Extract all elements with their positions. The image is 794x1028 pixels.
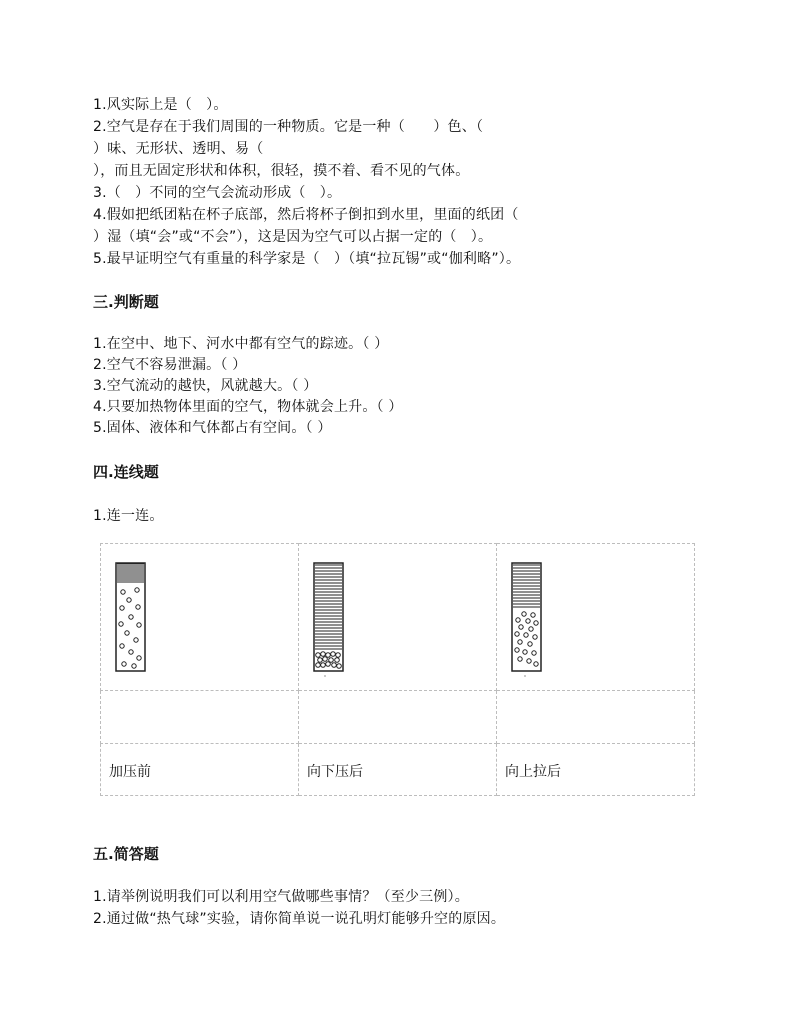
- fill-question-1: 1.风实际上是（ ）。: [93, 97, 228, 113]
- tube-cell-pulled: [497, 544, 695, 691]
- label-before: 加压前: [109, 764, 151, 780]
- judgment-item-5: 5.固体、液体和气体都占有空间。（ ）: [93, 420, 332, 436]
- blank-cell-2: [299, 691, 497, 744]
- syringe-pulled-figure: [511, 562, 551, 680]
- fill-question-3: 3.（ ）不同的空气会流动形成（ ）。: [93, 185, 342, 201]
- syringe-pressed-figure: [313, 562, 353, 680]
- label-cell-pressed: [299, 744, 497, 796]
- fill-question-4-line-2: ）湿（填“会”或“不会”），这是因为空气可以占据一定的（ ）。: [93, 229, 493, 245]
- syringe-before-figure: [115, 562, 155, 674]
- label-cell-pulled: [497, 744, 695, 796]
- short-answer-2: 2.通过做“热气球”实验，请你简单说一说孔明灯能够升空的原因。: [93, 911, 506, 927]
- judgment-item-1: 1.在空中、地下、河水中都有空气的踪迹。（ ）: [93, 336, 389, 352]
- fill-question-4-line-1: 4.假如把纸团粘在杯子底部，然后将杯子倒扣到水里，里面的纸团（: [93, 207, 519, 223]
- label-pressed: 向下压后: [307, 764, 363, 780]
- fill-question-2-line-1: 2.空气是存在于我们周围的一种物质。它是一种（ ）色、（: [93, 119, 484, 135]
- tube-cell-before: [101, 544, 299, 691]
- fill-question-5: 5.最早证明空气有重量的科学家是（ ）（填“拉瓦锡”或“伽利略”）。: [93, 251, 521, 267]
- section-title-short-answer: 五.简答题: [93, 845, 159, 863]
- label-cell-before: [101, 744, 299, 796]
- matching-table: [100, 543, 695, 796]
- judgment-item-3: 3.空气流动的越快，风就越大。（ ）: [93, 378, 318, 394]
- fill-question-2-line-3: ），而且无固定形状和体积，很轻，摸不着、看不见的气体。: [93, 163, 470, 179]
- judgment-item-4: 4.只要加热物体里面的空气，物体就会上升。（ ）: [93, 399, 403, 415]
- fill-question-2-line-2: ）味、无形状、透明、易（: [93, 141, 264, 157]
- section-title-matching: 四.连线题: [93, 463, 159, 481]
- tube-cell-pressed: [299, 544, 497, 691]
- label-pulled: 向上拉后: [505, 764, 561, 780]
- judgment-item-2: 2.空气不容易泄漏。（ ）: [93, 357, 247, 373]
- section-title-judgment: 三.判断题: [93, 293, 159, 311]
- blank-cell-3: [497, 691, 695, 744]
- short-answer-1: 1.请举例说明我们可以利用空气做哪些事情？（至少三例）。: [93, 889, 469, 905]
- matching-question-1: 1.连一连。: [93, 508, 164, 524]
- blank-cell-1: [101, 691, 299, 744]
